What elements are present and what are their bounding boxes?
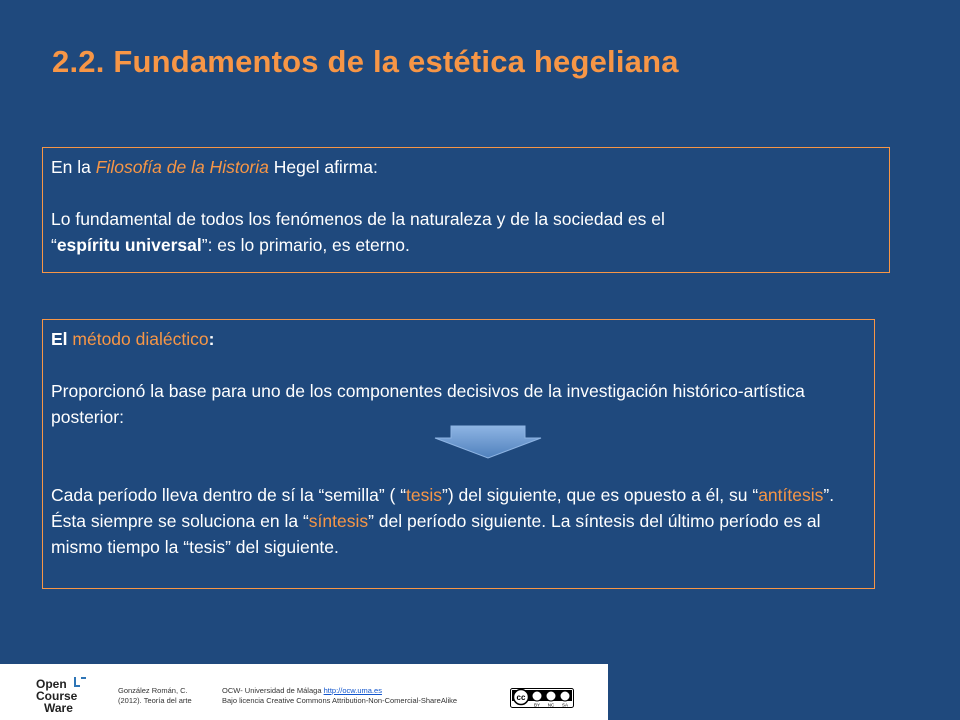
method-paragraph-1: Proporcionó la base para uno de los componentes decisivos de la investigación histórico-artística posterior: bbox=[51, 381, 805, 427]
hegel-quote-box bbox=[42, 147, 890, 273]
institution-credit: OCW- Universidad de Málaga http://ocw.uma.es Bajo licencia Creative Commons Attribution-Non-Comercial-ShareAlike bbox=[222, 686, 458, 705]
ocw-mark-icon bbox=[74, 676, 88, 688]
down-arrow-icon bbox=[433, 425, 543, 459]
svg-text:NC: NC bbox=[547, 702, 555, 708]
svg-text:SA: SA bbox=[561, 702, 569, 708]
svg-text:BY: BY bbox=[533, 702, 541, 708]
dialectic-method-box bbox=[42, 319, 875, 589]
footer-bar bbox=[0, 664, 608, 720]
page-title: 2.2. Fundamentos de la estética hegeliana bbox=[52, 44, 679, 79]
espiritu-universal: espíritu universal bbox=[56, 235, 202, 255]
antitesis-term: antítesis bbox=[758, 485, 824, 505]
tesis-term: tesis bbox=[406, 485, 443, 505]
creative-commons-icon bbox=[510, 688, 574, 708]
book-title: Filosofía de la Historia bbox=[95, 157, 269, 177]
quote-intro: En la Filosofía de la Historia Hegel afirma: bbox=[51, 157, 378, 177]
sintesis-term: síntesis bbox=[308, 511, 369, 531]
quote-text: Lo fundamental de todos los fenómenos de la naturaleza y de la sociedad es el “espíritu universal”: es lo primario, es eterno. bbox=[51, 209, 665, 255]
method-heading: El método dialéctico: bbox=[51, 329, 215, 349]
opencourseware-logo: Open Course Ware bbox=[32, 672, 112, 716]
svg-text:cc: cc bbox=[516, 693, 526, 702]
method-paragraph-2: Cada período lleva dentro de sí la “semilla” ( “tesis”) del siguiente, que es opuesto a él, su “antítesis”. Ésta siempre se soluciona en la “síntesis” del período siguiente. La síntesis del último período es al mismo tiempo la “tesis” del siguiente. bbox=[51, 485, 835, 557]
ocw-link[interactable]: http://ocw.uma.es bbox=[323, 686, 382, 695]
author-credit: González Román, C. (2012). Teoría del arte bbox=[118, 686, 192, 705]
